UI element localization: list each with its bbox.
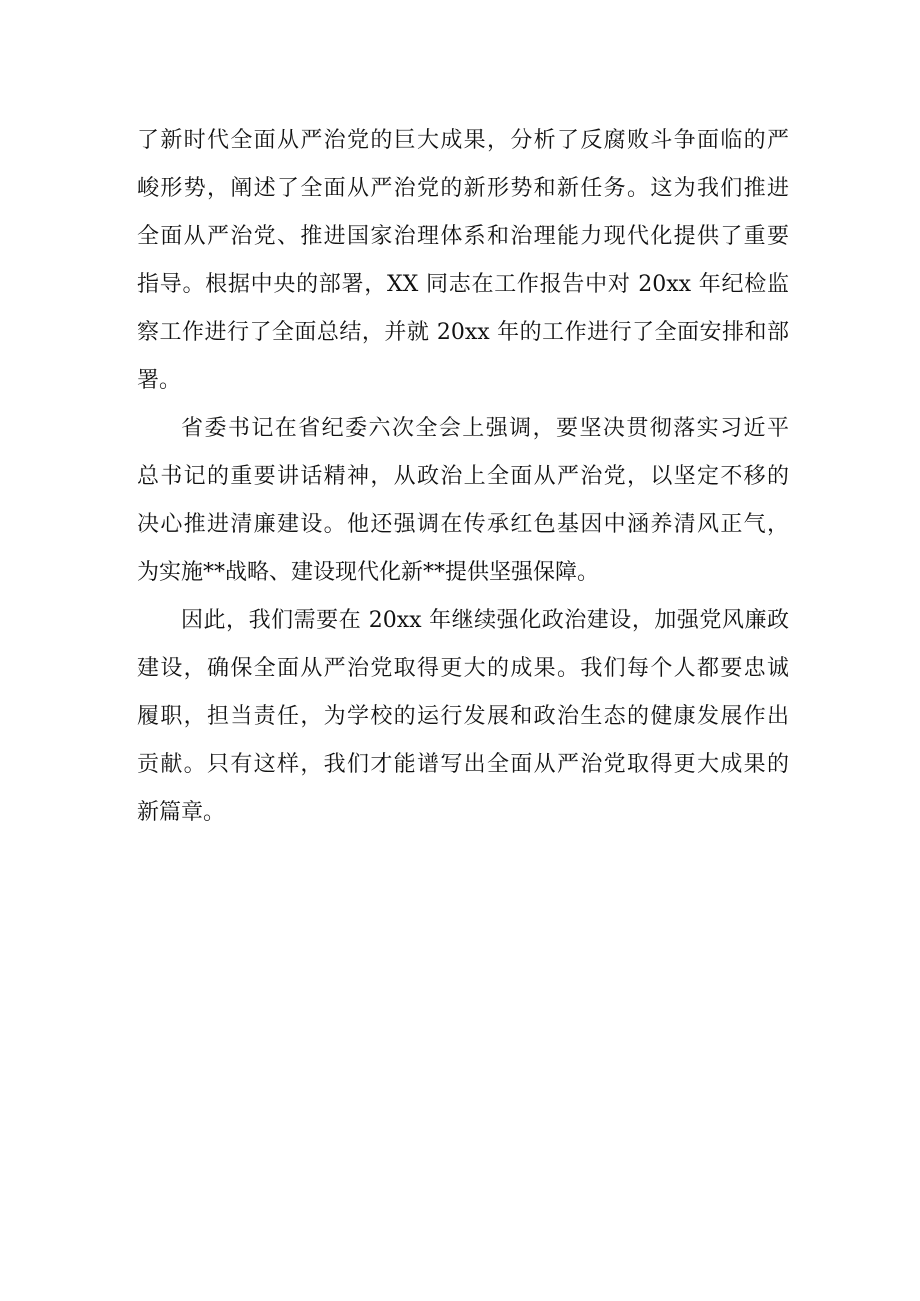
text-line: 贡献。只有这样，我们才能谱写出全面从严治党取得更大成果的 <box>137 752 789 777</box>
text-line: 指导。根据中央的部署，XX 同志在工作报告中对 20xx 年纪检监 <box>137 272 789 297</box>
text-line: 了新时代全面从严治党的巨大成果，分析了反腐败斗争面临的严 <box>137 128 789 153</box>
text-line: 峻形势，阐述了全面从严治党的新形势和新任务。这为我们推进 <box>137 176 789 201</box>
body-text <box>137 117 789 837</box>
text-line: 履职，担当责任，为学校的运行发展和政治生态的健康发展作出 <box>137 704 789 729</box>
text-line: 省委书记在省纪委六次全会上强调，要坚决贯彻落实习近平 <box>181 416 789 441</box>
paragraph-3 <box>137 597 789 837</box>
paragraph-1 <box>137 117 789 405</box>
text-line: 决心推进清廉建设。他还强调在传承红色基因中涵养清风正气， <box>137 512 789 537</box>
text-line: 建设，确保全面从严治党取得更大的成果。我们每个人都要忠诚 <box>137 656 789 681</box>
text-line: 署。 <box>137 368 182 393</box>
text-line: 全面从严治党、推进国家治理体系和治理能力现代化提供了重要 <box>137 224 789 249</box>
text-line: 新篇章。 <box>137 800 226 825</box>
text-line: 察工作进行了全面总结，并就 20xx 年的工作进行了全面安排和部 <box>137 320 789 345</box>
text-line: 总书记的重要讲话精神，从政治上全面从严治党，以坚定不移的 <box>137 464 789 489</box>
text-line: 因此，我们需要在 20xx 年继续强化政治建设，加强党风廉政 <box>181 608 789 633</box>
paragraph-2 <box>137 405 789 597</box>
text-line: 为实施**战略、建设现代化新**提供坚强保障。 <box>137 560 600 585</box>
